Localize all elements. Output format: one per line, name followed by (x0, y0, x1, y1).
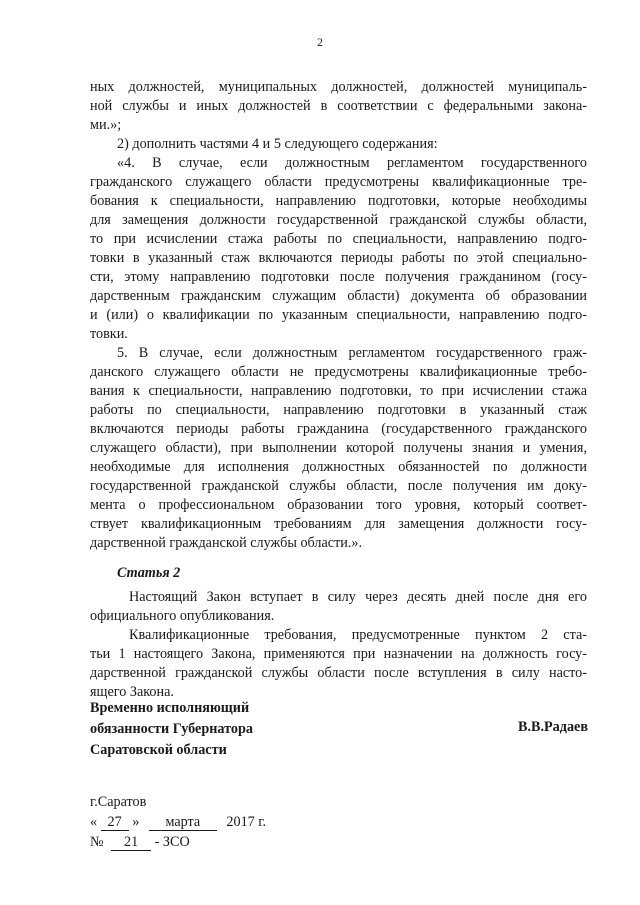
text-line: дарственной гражданской службы области после вступления в силу насто- (90, 665, 587, 681)
signatory-name: В.В.Радаев (517, 719, 588, 735)
date-day: 27 (101, 815, 129, 831)
text-line: Квалификационные требования, предусмотренные пунктом 2 ста- (129, 627, 587, 643)
text-line: товки в указанный стаж включаются периоды работы по этой специально- (90, 250, 587, 266)
text-line: бования к специальности, направлению подготовки, которые необходимы (90, 193, 587, 209)
text-line: дарственным гражданским служащим области) документа об образовании (90, 288, 587, 304)
date-month: марта (149, 815, 217, 831)
date-quote-close: » (132, 814, 140, 830)
text-line: и (или) о квалификации по указанным специальности, направлению подго- (90, 307, 587, 323)
text-line: товки. (90, 326, 128, 342)
document-number (90, 832, 190, 852)
number-sign: № (90, 834, 104, 850)
text-line: дарственной гражданской службы области.». (90, 535, 363, 551)
text-line: служащего области), при выполнении которой получены знания и умения, (90, 440, 587, 456)
article-heading: Статья 2 (117, 565, 181, 581)
signatory-title-line: Временно исполняющий (90, 700, 250, 716)
date-quote-open: « (90, 814, 98, 830)
text-line: Настоящий Закон вступает в силу через десять дней после дня его (129, 589, 587, 605)
text-line: данского служащего области не предусмотрены квалификационные требо- (90, 364, 587, 380)
text-line: ной службы и иных должностей в соответствии с федеральными закона- (90, 98, 587, 114)
date-year: 2017 г. (226, 814, 267, 830)
text-line: ми.»; (90, 117, 122, 133)
text-line: тьи 1 настоящего Закона, применяются при назначении на должность госу- (90, 646, 587, 662)
page-number: 2 (317, 35, 323, 49)
text-line: ствует квалификационным требованиям для замещения должности госу- (90, 516, 587, 532)
city: г.Саратов (90, 794, 147, 810)
number-suffix: - ЗСО (154, 834, 190, 850)
text-line: 5. В случае, если должностным регламентом государственного граж- (117, 345, 587, 361)
text-line: работы по специальности, направлению подготовки в указанный стаж (90, 402, 587, 418)
signatory-title-line: обязанности Губернатора (90, 721, 253, 737)
text-line: «4. В случае, если должностным регламентом государственного (117, 155, 587, 171)
text-line: государственной гражданской службы области, после получения им доку- (90, 478, 587, 494)
text-line: включаются периоды работы гражданина (государственного гражданского (90, 421, 587, 437)
text-line: официального опубликования. (90, 608, 275, 624)
text-line: гражданского служащего области предусмотрены квалификационные тре- (90, 174, 587, 190)
number-value: 21 (111, 835, 151, 851)
text-line: ящего Закона. (90, 684, 174, 700)
text-line: необходимые для исполнения должностных обязанностей по должности (90, 459, 587, 475)
text-line: ных должностей, муниципальных должностей, должностей муниципаль- (90, 79, 587, 95)
document-date (90, 812, 266, 832)
text-line: сти, этому направлению подготовки после получения гражданином (госу- (90, 269, 587, 285)
signatory-title-line: Саратовской области (90, 742, 227, 758)
text-line: мента о профессиональном образовании того уровня, который соответ- (90, 497, 587, 513)
text-line: вания к специальности, направлению подготовки, то при исчислении стажа (90, 383, 587, 399)
text-line: для замещения должности государственной гражданской службы области, (90, 212, 587, 228)
text-line: то при исчислении стажа работы по специальности, направлению подго- (90, 231, 587, 247)
text-line: 2) дополнить частями 4 и 5 следующего содержания: (117, 136, 438, 152)
